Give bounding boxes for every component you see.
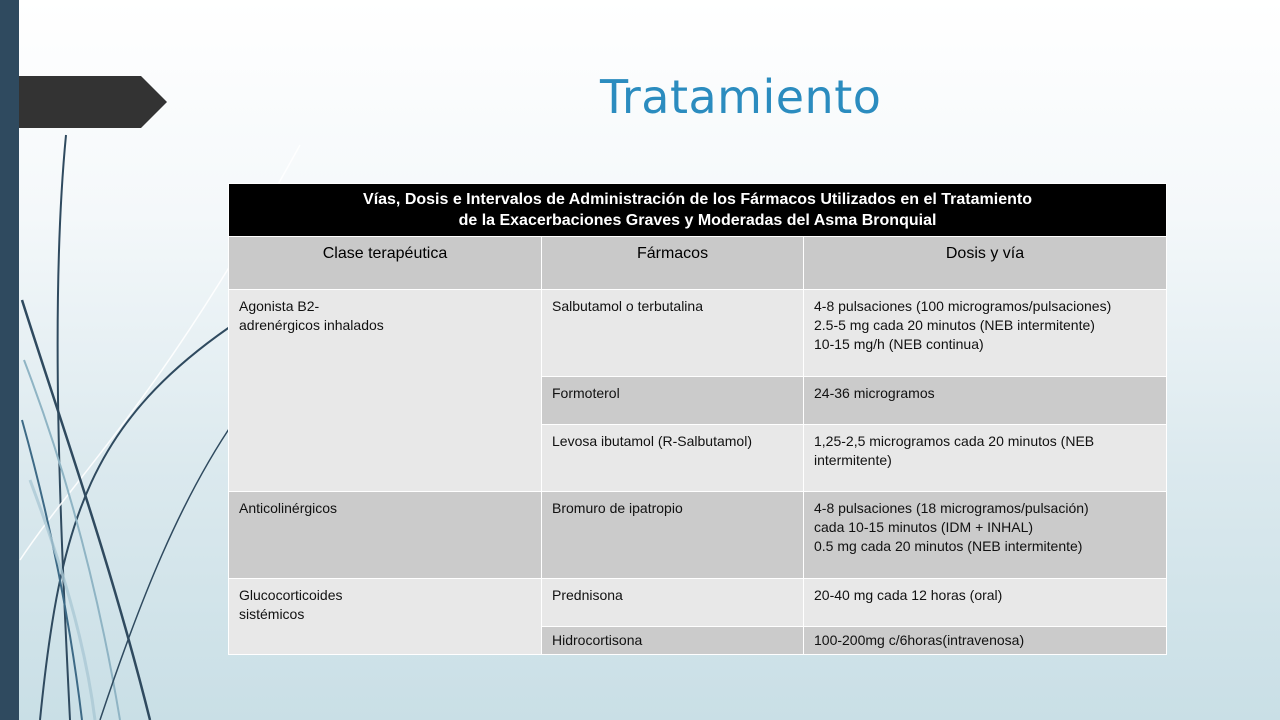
farmaco-cell: Bromuro de ipatropio: [542, 492, 804, 579]
dosis-cell: [804, 492, 1167, 579]
dosis-line: 1,25-2,5 microgramos cada 20 minutos (NEB: [814, 433, 1095, 449]
farmaco-cell: Levosa ibutamol (R-Salbutamol): [542, 425, 804, 492]
caption-line: Vías, Dosis e Intervalos de Administración de los Fármacos Utilizados en el Tratamiento: [363, 191, 1032, 208]
clase-cell: [229, 579, 542, 655]
table-row: [229, 492, 1167, 579]
clase-line: Glucocorticoides: [239, 587, 343, 603]
clase-line: adrenérgicos inhalados: [239, 317, 384, 333]
dosis-line: 4-8 pulsaciones (100 microgramos/pulsaciones): [814, 298, 1112, 314]
dosis-cell: [804, 377, 1167, 425]
caption-line: de la Exacerbaciones Graves y Moderadas del Asma Bronquial: [458, 212, 937, 229]
dosis-line: 20-40 mg cada 12 horas (oral): [814, 587, 1003, 603]
farmaco-cell: Prednisona: [542, 579, 804, 627]
dosis-line: intermitente): [814, 452, 892, 468]
dosis-line: 4-8 pulsaciones (18 microgramos/pulsación): [814, 500, 1089, 516]
farmaco-cell: Salbutamol o terbutalina: [542, 290, 804, 377]
dosis-cell: [804, 579, 1167, 627]
dosis-line: 24-36 microgramos: [814, 385, 935, 401]
header-dosis: Dosis y vía: [804, 237, 1167, 290]
clase-line: Agonista B2-: [239, 298, 320, 314]
header-clase: Clase terapéutica: [229, 237, 542, 290]
dosis-cell: [804, 627, 1167, 655]
table-row: [229, 579, 1167, 627]
clase-line: sistémicos: [239, 606, 305, 622]
farmaco-cell: Formoterol: [542, 377, 804, 425]
title-tab-shape: [19, 76, 169, 128]
table-row: [229, 290, 1167, 377]
header-farmacos: Fármacos: [542, 237, 804, 290]
dosis-line: 2.5-5 mg cada 20 minutos (NEB intermitente): [814, 317, 1095, 333]
dosis-line: cada 10-15 minutos (IDM + INHAL): [814, 519, 1034, 535]
table-caption: [229, 184, 1167, 237]
slide-title: Tratamiento: [600, 70, 882, 124]
clase-line: Anticolinérgicos: [239, 500, 338, 516]
clase-cell: [229, 290, 542, 492]
treatment-table: [228, 183, 1167, 655]
clase-cell: [229, 492, 542, 579]
farmaco-cell: Hidrocortisona: [542, 627, 804, 655]
dosis-line: 10-15 mg/h (NEB continua): [814, 336, 984, 352]
dosis-cell: [804, 425, 1167, 492]
dosis-line: 100-200mg c/6horas(intravenosa): [814, 632, 1025, 648]
dosis-line: 0.5 mg cada 20 minutos (NEB intermitente): [814, 538, 1083, 554]
dosis-cell: [804, 290, 1167, 377]
